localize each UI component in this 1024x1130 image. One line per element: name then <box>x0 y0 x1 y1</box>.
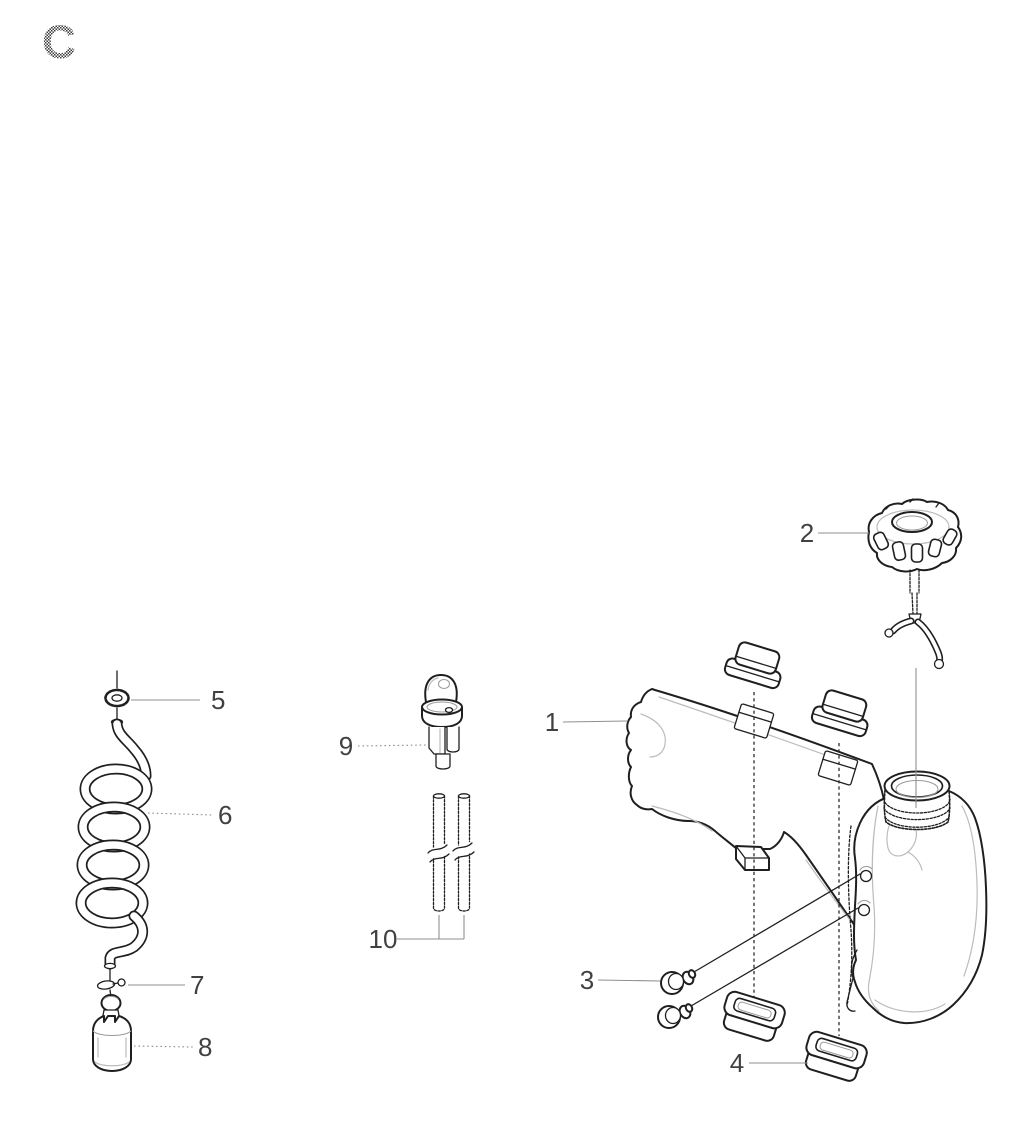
section-letter: C <box>42 15 76 68</box>
callout-6-leader <box>148 813 213 815</box>
part-5-ring-drawing <box>106 671 129 719</box>
part-6-spiral-hose-drawing <box>81 719 147 980</box>
callout-1-leader <box>563 721 628 722</box>
part-4-grommet-2-drawing <box>800 1030 868 1084</box>
callout-7-label: 7 <box>190 970 205 1000</box>
tank-filler-neck <box>884 772 950 830</box>
callout-4-label: 4 <box>729 1048 745 1078</box>
part-8-fuel-filter-drawing <box>93 995 131 1071</box>
callout-6-label: 6 <box>218 800 233 830</box>
part-10-fuel-lines-drawing <box>427 794 474 911</box>
callout-10-label: 10 <box>368 924 398 954</box>
part-9-primer-bulb-drawing <box>422 675 462 769</box>
callout-9-leader <box>358 745 426 746</box>
callout-10-leader <box>397 915 464 939</box>
screw-1 <box>661 969 697 994</box>
part-4-grommet-1-drawing <box>718 990 786 1044</box>
callout-3-leader <box>598 980 660 981</box>
callout-1-label: 1 <box>544 707 560 737</box>
callout-5-label: 5 <box>211 685 226 715</box>
tube-2 <box>452 794 474 911</box>
callout-8-leader <box>134 1046 193 1047</box>
callout-8-label: 8 <box>198 1032 213 1062</box>
callout-9-label: 9 <box>338 731 354 761</box>
top-grommet-2-drawing <box>810 687 874 738</box>
callout-3-label: 3 <box>579 965 595 995</box>
callout-2-label: 2 <box>799 518 815 548</box>
top-grommet-1-drawing <box>723 639 787 690</box>
part-2-fuel-cap-drawing <box>868 499 961 808</box>
tank-lower-boss <box>736 846 769 870</box>
tube-1 <box>427 794 449 911</box>
cap-retainer-strap <box>885 570 944 669</box>
screw-2 <box>658 1003 694 1028</box>
tank-bottle-section-drawing <box>847 772 987 1024</box>
